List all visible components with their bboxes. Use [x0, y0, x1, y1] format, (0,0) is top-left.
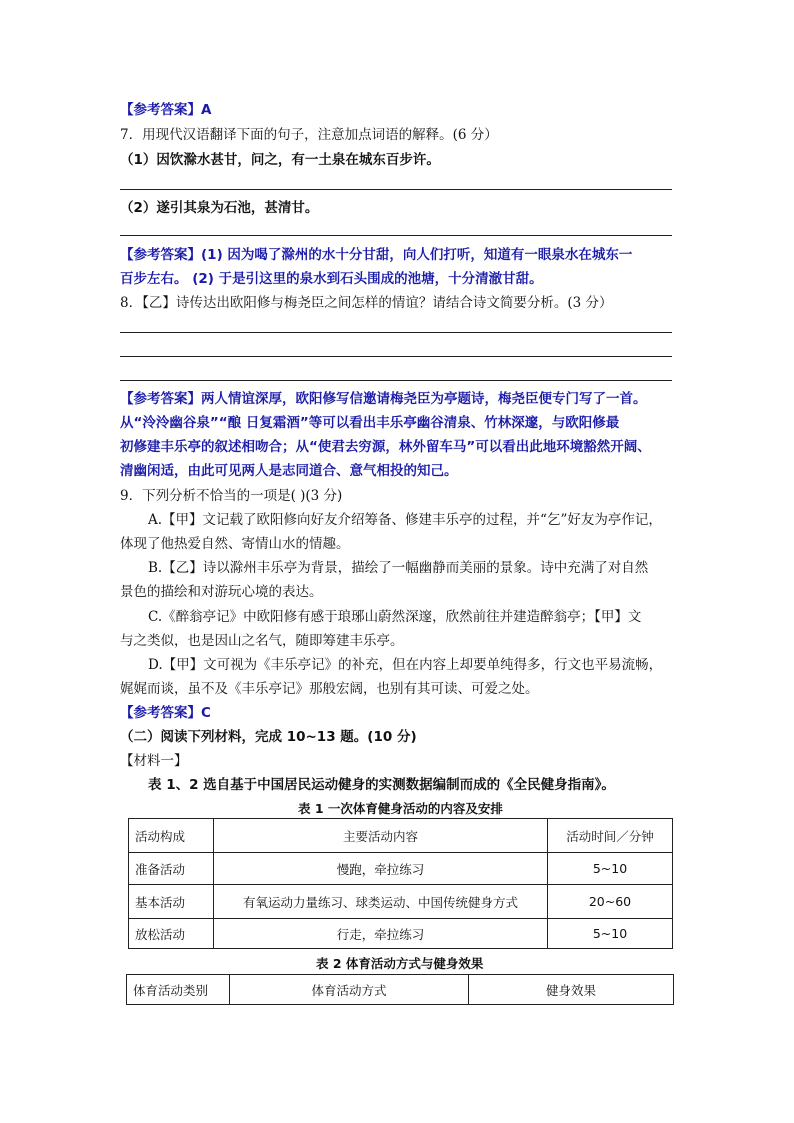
answer-rule: [120, 235, 672, 236]
q7-answer-line: 【参考答案】(1) 因为喝了滁州的水十分甘甜，向人们打听，知道有一眼泉水在城东一: [120, 247, 633, 263]
table-cell: 准备活动: [129, 853, 214, 885]
q7-answer-line: 百步左右。 (2) 于是引这里的泉水到石头围成的池塘，十分清澈甘甜。: [120, 271, 543, 287]
table-header-cell: 体育活动类别: [127, 975, 230, 1005]
table-header-cell: 主要活动内容: [214, 819, 548, 853]
table-row: [129, 853, 673, 885]
table-cell: 行走，牵拉练习: [214, 919, 548, 949]
table-row: [129, 885, 673, 919]
q7-sentence-2: （2）遂引其泉为石池，甚清甘。: [120, 200, 319, 216]
q8-answer-line: 从“泠泠幽谷泉”“酿 日复霜酒”等可以看出丰乐亭幽谷清泉、竹林深邃，与欧阳修最: [120, 415, 620, 431]
table-row: [129, 919, 673, 949]
table-header-cell: 体育活动方式: [230, 975, 469, 1005]
table1-caption: 表 1 一次体育健身活动的内容及安排: [298, 801, 503, 816]
table-cell: 20~60: [548, 885, 673, 919]
q6-answer: 【参考答案】A: [120, 102, 212, 118]
table-header-cell: 健身效果: [469, 975, 674, 1005]
table-cell: 5~10: [548, 853, 673, 885]
q9-option-line: 娓娓而谈，虽不及《丰乐亭记》那般宏阔，也别有其可读、可爱之处。: [120, 681, 539, 697]
answer-rule: [120, 189, 672, 190]
table-1: [128, 818, 673, 949]
table-header-cell: 活动构成: [129, 819, 214, 853]
answer-rule: [120, 380, 672, 381]
q9-option-line: A.【甲】文记载了欧阳修向好友介绍筹备、修建丰乐亭的过程，并“乞”好友为亭作记，: [148, 512, 662, 528]
q7-stem: 7．用现代汉语翻译下面的句子，注意加点词语的解释。(6 分）: [120, 127, 498, 143]
q7-sentence-1: （1）因饮滁水甚甘，问之，有一土泉在城东百步许。: [120, 152, 440, 168]
q8-stem: 8．【乙】诗传达出欧阳修与梅尧臣之间怎样的情谊？请结合诗文简要分析。(3 分）: [120, 295, 613, 311]
q9-option-line: D.【甲】文可视为《丰乐亭记》的补充，但在内容上却要单纯得多，行文也平易流畅，: [148, 657, 663, 673]
q9-option-line: 体现了他热爱自然、寄情山水的情趣。: [120, 536, 350, 552]
section-heading: （二）阅读下列材料，完成 10~13 题。(10 分): [120, 729, 417, 745]
table-2: [126, 974, 674, 1005]
material-intro: 表 1、2 选自基于中国居民运动健身的实测数据编制而成的《全民健身指南》。: [148, 777, 615, 793]
q9-answer: 【参考答案】C: [120, 705, 211, 721]
q8-answer-line: 初修建丰乐亭的叙述相吻合；从“使君去穷源，林外留车马”可以看出此地环境豁然开阔、: [120, 439, 651, 455]
q9-option-line: 景色的描绘和对游玩心境的表达。: [120, 584, 323, 600]
q9-option-line: C.《醉翁亭记》中欧阳修有感于琅琊山蔚然深邃，欣然前往并建造醉翁亭；【甲】文: [148, 609, 642, 625]
answer-rule: [120, 356, 672, 357]
answer-rule: [120, 332, 672, 333]
table-cell: 有氧运动力量练习、球类运动、中国传统健身方式: [214, 885, 548, 919]
table-header-row: [129, 819, 673, 853]
q8-answer-line: 清幽闲适，由此可见两人是志同道合、意气相投的知己。: [120, 463, 458, 479]
q8-answer-line: 【参考答案】两人情谊深厚，欧阳修写信邀请梅尧臣为亭题诗，梅尧臣便专门写了一首。: [120, 391, 647, 407]
q9-option-line: 与之类似，也是因山之名气，随即筹建丰乐亭。: [120, 633, 404, 649]
table-cell: 慢跑，牵拉练习: [214, 853, 548, 885]
table-cell: 放松活动: [129, 919, 214, 949]
table2-caption: 表 2 体育活动方式与健身效果: [316, 956, 484, 971]
table-cell: 5~10: [548, 919, 673, 949]
table-header-row: [127, 975, 674, 1005]
table-header-cell: 活动时间／分钟: [548, 819, 673, 853]
table-cell: 基本活动: [129, 885, 214, 919]
q9-option-line: B.【乙】诗以滁州丰乐亭为背景，描绘了一幅幽静而美丽的景象。诗中充满了对自然: [148, 560, 649, 576]
material-label: 【材料一】: [120, 753, 188, 769]
q9-stem: 9．下列分析不恰当的一项是( )(3 分): [120, 488, 343, 504]
